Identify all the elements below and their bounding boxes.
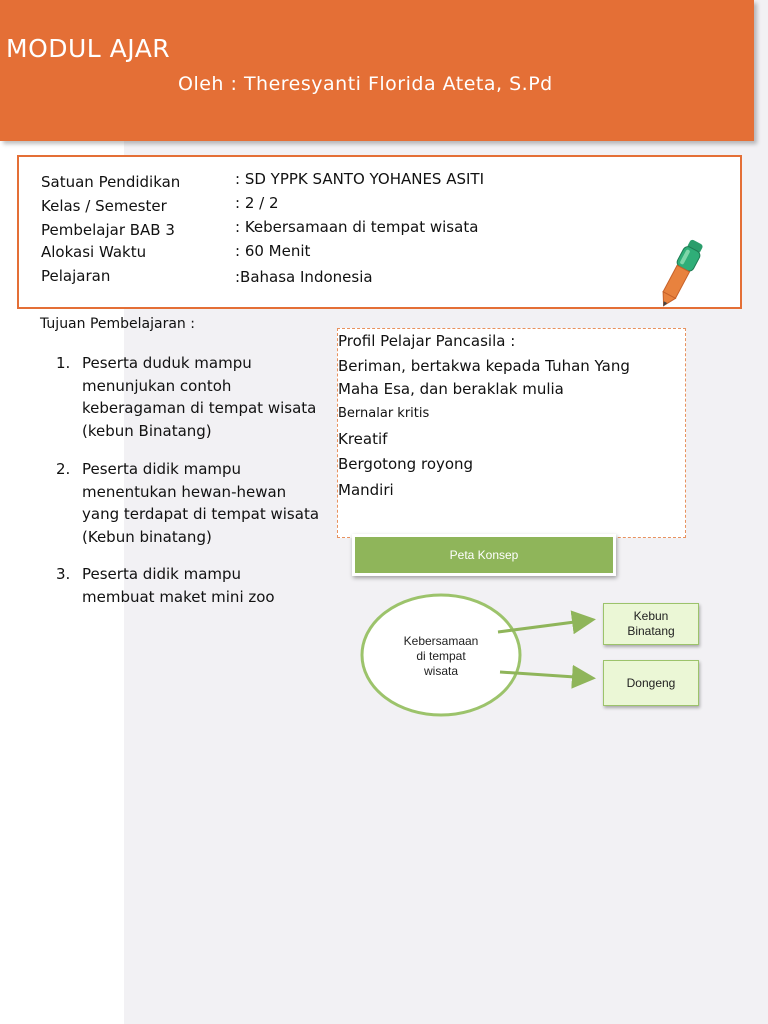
page-title: MODUL AJAR xyxy=(6,34,171,63)
profil-item: Beriman, bertakwa kepada Tuhan Yang xyxy=(338,357,630,375)
goal-line: yang terdapat di tempat wisata xyxy=(82,505,320,523)
tujuan-heading: Tujuan Pembelajaran : xyxy=(40,316,195,332)
goal-line: keberagaman di tempat wisata xyxy=(82,399,317,417)
node-kebun-line: Kebun xyxy=(633,609,669,623)
info-value-waktu: : 60 Menit xyxy=(235,242,311,260)
goal-line: membuat maket mini zoo xyxy=(82,587,275,606)
node-kebun-line: Binatang xyxy=(627,624,675,638)
info-label-bab: Pembelajar BAB 3 xyxy=(41,221,175,239)
concept-center-line: Kebersamaan xyxy=(403,634,479,648)
goal-line: Peserta didik mampu xyxy=(82,565,242,583)
goal-line: (kebun Binatang) xyxy=(82,421,212,440)
profil-heading: Profil Pelajar Pancasila : xyxy=(338,332,516,350)
goal-line: (Kebun binatang) xyxy=(82,527,212,546)
info-value-satuan: : SD YPPK SANTO YOHANES ASITI xyxy=(235,170,485,188)
profil-item: Mandiri xyxy=(338,481,394,499)
info-label-pelajaran: Pelajaran xyxy=(41,267,111,285)
concept-node-dongeng xyxy=(603,660,699,706)
profil-item: Kreatif xyxy=(338,430,388,448)
profil-item: Bernalar kritis xyxy=(338,406,430,421)
info-value-kelas: : 2 / 2 xyxy=(235,194,279,212)
goal-line: Peserta duduk mampu xyxy=(82,354,252,372)
author-subtitle: Oleh : Theresyanti Florida Ateta, S.Pd xyxy=(178,73,553,95)
goal-number: 1. xyxy=(56,354,71,372)
goal-number: 2. xyxy=(56,460,71,478)
profil-item: Maha Esa, dan beraklak mulia xyxy=(338,380,564,398)
concept-node-kebun xyxy=(603,603,699,645)
info-value-pelajaran: :Bahasa Indonesia xyxy=(235,268,373,286)
info-value-bab: : Kebersamaan di tempat wisata xyxy=(235,218,479,236)
node-dongeng-label: Dongeng xyxy=(626,675,676,690)
info-label-kelas: Kelas / Semester xyxy=(41,197,167,215)
goal-number: 3. xyxy=(56,565,71,583)
info-label-satuan: Satuan Pendidikan xyxy=(41,173,181,191)
goal-line: menentukan hewan-hewan xyxy=(82,482,287,501)
concept-center-line: wisata xyxy=(423,664,459,678)
peta-konsep-label: Peta Konsep xyxy=(449,548,519,562)
goal-line: Peserta didik mampu xyxy=(82,460,242,478)
goal-line: menunjukan contoh xyxy=(82,376,232,395)
concept-center-line: di tempat xyxy=(416,649,466,663)
profil-item: Bergotong royong xyxy=(338,455,474,473)
info-label-waktu: Alokasi Waktu xyxy=(41,243,147,261)
